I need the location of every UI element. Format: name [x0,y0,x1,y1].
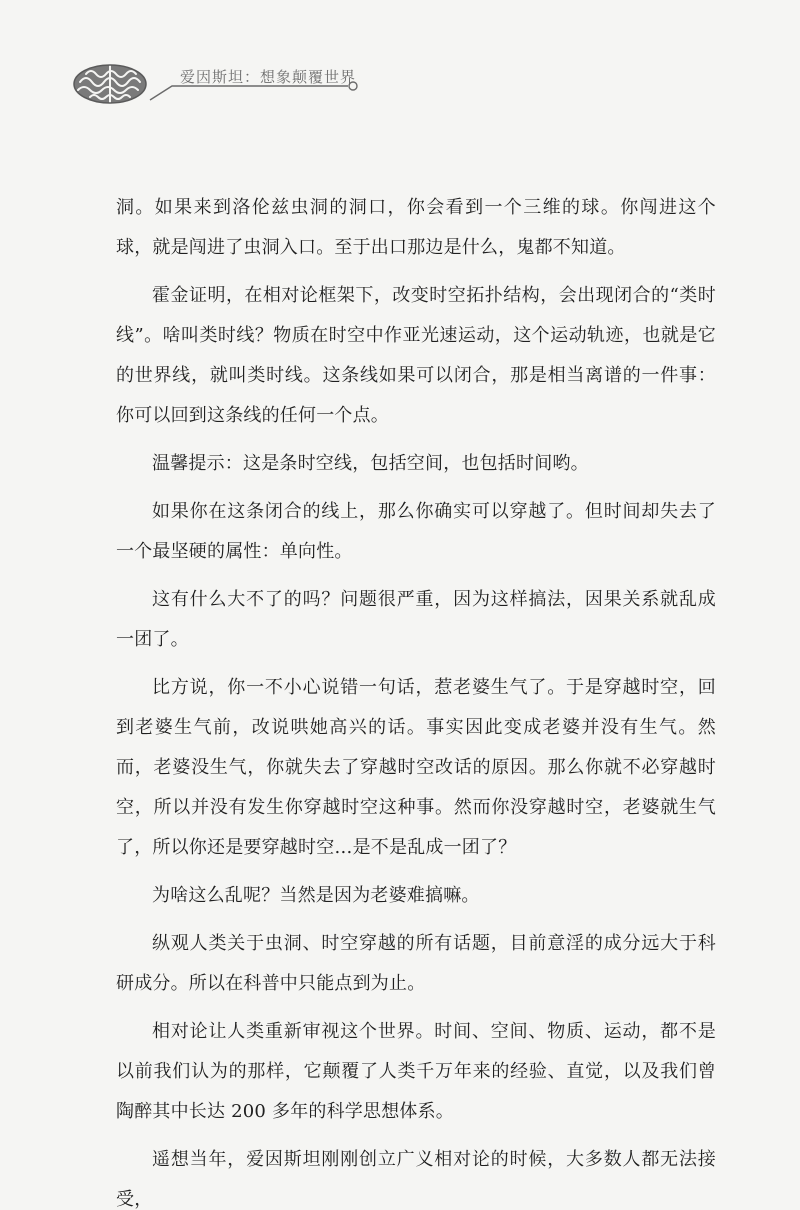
page-header [70,60,370,110]
paragraph: 霍金证明，在相对论框架下，改变时空拓扑结构，会出现闭合的“类时线”。啥叫类时线？物质在时空中作亚光速运动，这个运动轨迹，也就是它的世界线，就叫类时线。这条线如果可以闭合，那是相当离谱的一件事：你可以回到这条线的任何一个点。 [116,285,716,426]
paragraph: 相对论让人类重新审视这个世界。时间、空间、物质、运动，都不是以前我们认为的那样，它颠覆了人类千万年来的经验、直觉，以及我们曾陶醉其中长达 200 多年的科学思想体系。 [116,1021,716,1122]
running-title: 爱因斯坦：想象颠覆世界 [180,68,357,86]
paragraph: 为啥这么乱呢？当然是因为老婆难搞嘛。 [152,885,480,906]
paragraph: 纵观人类关于虫洞、时空穿越的所有话题，目前意淫的成分远大于科研成分。所以在科普中只能点到为止。 [116,933,716,994]
paragraph: 比方说，你一不小心说错一句话，惹老婆生气了。于是穿越时空，回到老婆生气前，改说哄她高兴的话。事实因此变成老婆并没有生气。然而，老婆没生气，你就失去了穿越时空改话的原因。那么你就不必穿越时空，所以并没有发生你穿越时空这种事。然而你没穿越时空，老婆就生气了，所以你还是要穿越时空…是不是乱成一团了？ [116,677,716,858]
paragraph: 如果你在这条闭合的线上，那么你确实可以穿越了。但时间却失去了一个最坚硬的属性：单向性。 [116,501,716,562]
body-text [116,188,716,1210]
paragraph: 遥想当年，爱因斯坦刚刚创立广义相对论的时候，大多数人都无法接受， [116,1149,716,1210]
paragraph: 洞。如果来到洛伦兹虫洞的洞口，你会看到一个三维的球。你闯进这个球，就是闯进了虫洞入口。至于出口那边是什么，鬼都不知道。 [116,197,716,258]
paragraph: 这有什么大不了的吗？问题很严重，因为这样搞法，因果关系就乱成一团了。 [116,589,716,650]
paragraph: 温馨提示：这是条时空线，包括空间，也包括时间哟。 [152,453,589,474]
